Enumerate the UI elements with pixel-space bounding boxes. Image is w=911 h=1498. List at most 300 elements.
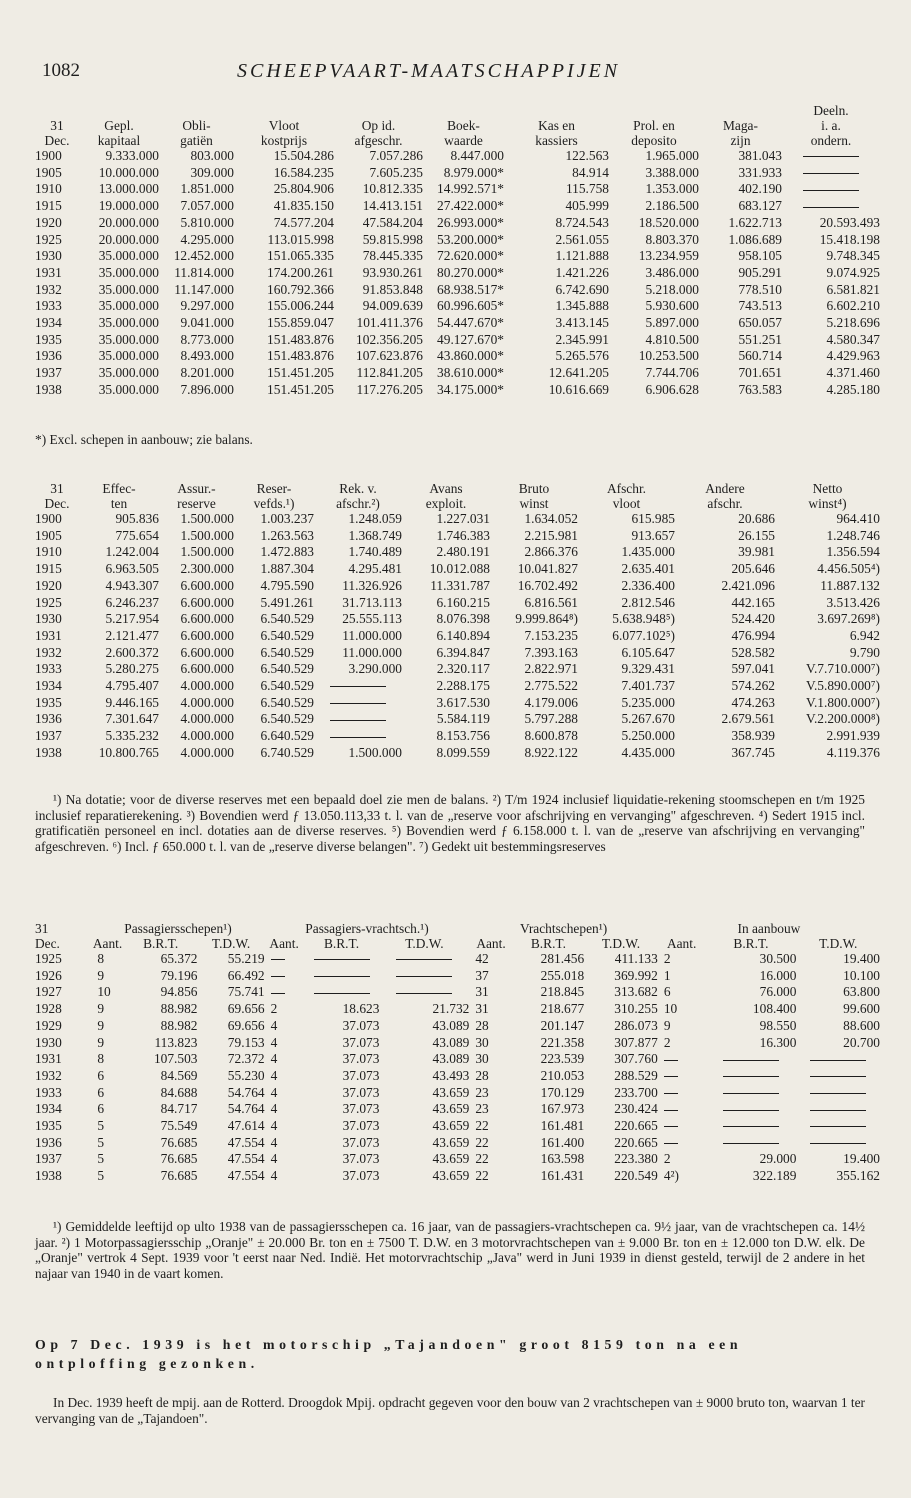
value-cell: 5.280.275 bbox=[105, 661, 159, 677]
value-cell: 6.540.529 bbox=[260, 711, 314, 727]
value-cell: 8.922.122 bbox=[524, 744, 578, 760]
year-cell: 1920 bbox=[35, 214, 62, 230]
value-cell: 220.665 bbox=[614, 1118, 658, 1134]
value-cell: 6.600.000 bbox=[180, 644, 234, 660]
value-cell: 16.300 bbox=[759, 1034, 797, 1050]
value-cell: 2.775.522 bbox=[524, 678, 578, 694]
value-cell: 12.452.000 bbox=[173, 248, 234, 264]
value-cell: 10.012.088 bbox=[429, 561, 490, 577]
value-cell: 288.529 bbox=[614, 1067, 658, 1083]
dash-mark bbox=[396, 959, 452, 960]
value-cell: 22 bbox=[475, 1134, 489, 1150]
value-cell: 2 bbox=[663, 1151, 671, 1167]
dash-mark bbox=[664, 1076, 678, 1077]
value-cell: 615.985 bbox=[631, 511, 675, 526]
value-cell: 108.400 bbox=[752, 1001, 797, 1017]
value-cell: 6.160.215 bbox=[436, 594, 490, 610]
value-cell: 1.121.888 bbox=[555, 248, 609, 264]
value-cell: 803.000 bbox=[190, 148, 234, 163]
table-row bbox=[35, 695, 880, 712]
value-cell: 20.700 bbox=[843, 1034, 880, 1050]
value-cell: 3.413.145 bbox=[555, 315, 609, 331]
balance-footnote: *) Excl. schepen in aanbouw; zie balans. bbox=[35, 432, 253, 447]
page-number: 1082 bbox=[42, 60, 80, 81]
year-cell: 1925 bbox=[35, 231, 62, 247]
value-cell bbox=[379, 984, 469, 1001]
value-cell: 2.320.117 bbox=[436, 661, 490, 677]
dash-mark bbox=[810, 1126, 866, 1127]
group-header: Passagiers-vrachtsch.¹) bbox=[305, 921, 429, 936]
value-cell: 63.800 bbox=[843, 984, 880, 1000]
value-cell: 161.481 bbox=[540, 1118, 585, 1134]
value-cell: 5.265.576 bbox=[555, 348, 609, 364]
value-cell: 286.073 bbox=[614, 1017, 658, 1033]
table-row bbox=[35, 1085, 880, 1102]
dash-mark bbox=[723, 1110, 779, 1111]
value-cell: 6.600.000 bbox=[180, 611, 234, 627]
column-header: Avans exploit. bbox=[425, 481, 467, 511]
value-cell: 16.584.235 bbox=[273, 164, 334, 180]
value-cell: 4.295.000 bbox=[180, 231, 234, 247]
value-cell bbox=[658, 1118, 706, 1135]
value-cell: 5.930.600 bbox=[645, 298, 699, 314]
value-cell: 6 bbox=[663, 984, 671, 1000]
table-row bbox=[35, 232, 880, 249]
dash-mark bbox=[803, 156, 859, 157]
value-cell: 905.291 bbox=[738, 264, 782, 280]
value-cell bbox=[796, 1101, 880, 1118]
value-cell: 35.000.000 bbox=[98, 264, 159, 280]
value-cell: 307.877 bbox=[614, 1034, 658, 1050]
value-cell: 19.400 bbox=[843, 951, 880, 966]
value-cell: 31.713.113 bbox=[342, 594, 402, 610]
dash-mark bbox=[330, 686, 386, 687]
value-cell: 8.979.000* bbox=[443, 164, 504, 180]
value-cell: 5.218.696 bbox=[826, 315, 880, 331]
value-cell: 220.549 bbox=[614, 1168, 658, 1184]
value-cell: 4 bbox=[270, 1017, 278, 1033]
value-cell bbox=[314, 728, 402, 745]
value-cell: 11.326.926 bbox=[342, 577, 402, 593]
value-cell: 5.218.000 bbox=[645, 281, 699, 297]
table-row bbox=[35, 595, 880, 612]
fleet-footnote: ¹) Gemiddelde leeftijd op ulto 1938 van de passagiersschepen ca. 16 jaar, van de passagiers-vrachtschepen ca. 9½ jaar, van de vrachtschepen ca. 14½ jaar. ²) 1 Motorpassagiersschip „Oranje" ± 20.000 Br. ton en ± 7500 T. D.W. en 3 motorvrachtschepen van ± 9.000 Br. ton en ± 12.000 ton D.W. elk. De „Oranje" vertrok 4 Sept. 1939 voor 't eerst naar Ned. Indië. Het motorvrachtschip „Java" werd in Juni 1939 in dienst gesteld, terwijl de 2 andere in het najaar van 1940 in de vaart komen. bbox=[35, 1219, 865, 1281]
page-title: SCHEEPVAART-MAATSCHAPPIJEN bbox=[237, 60, 621, 82]
value-cell: 27.422.000* bbox=[437, 198, 504, 214]
value-cell bbox=[705, 1118, 796, 1135]
dash-mark bbox=[723, 1060, 779, 1061]
value-cell: 170.129 bbox=[540, 1084, 585, 1100]
value-cell: 35.000.000 bbox=[98, 281, 159, 297]
value-cell: 2.215.981 bbox=[524, 527, 578, 543]
column-header: B.R.T. bbox=[733, 936, 769, 951]
value-cell: 4 bbox=[270, 1168, 278, 1184]
header-row bbox=[35, 103, 880, 148]
table-row bbox=[35, 711, 880, 728]
value-cell: 6.540.529 bbox=[260, 661, 314, 677]
value-cell: 37.073 bbox=[342, 1034, 380, 1050]
value-cell: 223.539 bbox=[540, 1051, 585, 1067]
table-row bbox=[35, 544, 880, 561]
value-cell: 2.812.546 bbox=[621, 594, 675, 610]
value-cell: 6.740.529 bbox=[260, 744, 314, 760]
value-cell: 3.388.000 bbox=[645, 164, 699, 180]
value-cell: 79.153 bbox=[227, 1034, 265, 1050]
value-cell: 223.380 bbox=[614, 1151, 658, 1167]
value-cell bbox=[379, 951, 469, 968]
value-cell: 8.099.559 bbox=[436, 744, 490, 760]
value-cell: 28 bbox=[475, 1017, 489, 1033]
value-cell: 6.540.529 bbox=[260, 611, 314, 627]
value-cell: 20.686 bbox=[738, 511, 775, 526]
dash-mark bbox=[396, 976, 452, 977]
year-cell: 1932 bbox=[35, 644, 62, 660]
value-cell: 35.000.000 bbox=[98, 248, 159, 264]
value-cell: 1.851.000 bbox=[180, 181, 234, 197]
column-header: T.D.W. bbox=[211, 936, 251, 951]
value-cell: 10.000.000 bbox=[98, 164, 159, 180]
value-cell: 69.656 bbox=[227, 1017, 265, 1033]
value-cell: 11.887.132 bbox=[820, 577, 880, 593]
year-cell: 1935 bbox=[35, 331, 62, 347]
value-cell: 94.009.639 bbox=[362, 298, 423, 314]
value-cell bbox=[314, 678, 402, 695]
value-cell: 5.638.948⁵) bbox=[612, 611, 675, 627]
dash-mark bbox=[810, 1143, 866, 1144]
value-cell: 98.550 bbox=[759, 1017, 797, 1033]
value-cell: 5 bbox=[97, 1134, 105, 1150]
value-cell: 30.500 bbox=[759, 951, 797, 966]
value-cell: 7.301.647 bbox=[105, 711, 159, 727]
year-cell: 1931 bbox=[35, 627, 62, 643]
column-header: Assur.- reserve bbox=[177, 481, 216, 511]
value-cell: 220.665 bbox=[614, 1134, 658, 1150]
value-cell: 281.456 bbox=[540, 951, 585, 966]
column-header: Aant. bbox=[666, 936, 697, 951]
dash-mark bbox=[271, 993, 285, 994]
column-header: Vloot kostprijs bbox=[260, 118, 308, 148]
column-header: Reser- vefds.¹) bbox=[253, 481, 295, 511]
dash-mark bbox=[723, 1076, 779, 1077]
value-cell: 72.372 bbox=[227, 1051, 265, 1067]
value-cell: 4.000.000 bbox=[180, 744, 234, 760]
value-cell: 10 bbox=[97, 984, 111, 1000]
value-cell: 218.845 bbox=[540, 984, 585, 1000]
column-header: T.D.W. bbox=[405, 936, 444, 951]
value-cell bbox=[304, 951, 380, 968]
value-cell: 4.000.000 bbox=[180, 711, 234, 727]
value-cell: 43.659 bbox=[432, 1134, 470, 1150]
table-row bbox=[35, 561, 880, 578]
value-cell: 122.563 bbox=[565, 148, 609, 163]
value-cell: 6 bbox=[97, 1067, 105, 1083]
value-cell: 35.000.000 bbox=[98, 365, 159, 381]
value-cell: 47.614 bbox=[227, 1118, 265, 1134]
column-header: Gepl. kapitaal bbox=[97, 118, 141, 148]
value-cell bbox=[314, 711, 402, 728]
table-row bbox=[35, 332, 880, 349]
value-cell: 53.200.000* bbox=[437, 231, 504, 247]
value-cell: 37.073 bbox=[342, 1051, 380, 1067]
value-cell: 3.617.530 bbox=[436, 694, 490, 710]
value-cell bbox=[658, 1101, 706, 1118]
value-cell: 9 bbox=[97, 967, 105, 983]
table-row bbox=[35, 282, 880, 299]
value-cell bbox=[705, 1101, 796, 1118]
year-cell: 1936 bbox=[35, 1134, 62, 1150]
value-cell: 43.493 bbox=[432, 1067, 470, 1083]
year-cell: 1935 bbox=[35, 1118, 62, 1134]
value-cell: 233.700 bbox=[614, 1084, 658, 1100]
value-cell: 9 bbox=[97, 1017, 105, 1033]
year-cell: 1932 bbox=[35, 281, 62, 297]
value-cell: 37 bbox=[475, 967, 489, 983]
value-cell: 205.646 bbox=[731, 561, 775, 577]
value-cell bbox=[796, 1085, 880, 1102]
value-cell: 43.089 bbox=[432, 1051, 470, 1067]
value-cell: 9.748.345 bbox=[826, 248, 880, 264]
table-row bbox=[35, 528, 880, 545]
column-header: 31 Dec. bbox=[44, 481, 70, 511]
value-cell: 6.540.529 bbox=[260, 627, 314, 643]
value-cell: 22 bbox=[475, 1168, 489, 1184]
value-cell: 42 bbox=[475, 951, 489, 966]
value-cell: 8.447.000 bbox=[450, 148, 504, 163]
column-header: Effec- ten bbox=[102, 481, 136, 511]
value-cell: 763.583 bbox=[738, 381, 782, 397]
value-cell bbox=[782, 165, 880, 182]
value-cell: 6.394.847 bbox=[436, 644, 490, 660]
page-header bbox=[42, 60, 871, 88]
column-header: Bruto winst bbox=[518, 481, 550, 511]
table-row bbox=[35, 1101, 880, 1118]
balance-table-body bbox=[35, 148, 880, 399]
value-cell: 7.744.706 bbox=[645, 365, 699, 381]
value-cell: 2.336.400 bbox=[621, 577, 675, 593]
value-cell: 4.295.481 bbox=[348, 561, 402, 577]
value-cell bbox=[304, 984, 380, 1001]
dash-mark bbox=[314, 993, 370, 994]
value-cell: 35.000.000 bbox=[98, 315, 159, 331]
value-cell bbox=[658, 1085, 706, 1102]
year-cell: 1936 bbox=[35, 711, 62, 727]
value-cell: 93.930.261 bbox=[362, 264, 423, 280]
value-cell bbox=[796, 1118, 880, 1135]
fleet-table-body bbox=[35, 951, 880, 1185]
value-cell: 4.810.500 bbox=[645, 331, 699, 347]
value-cell: 76.000 bbox=[759, 984, 797, 1000]
value-cell: 6.105.647 bbox=[621, 644, 675, 660]
value-cell: 9.329.431 bbox=[621, 661, 675, 677]
value-cell: 1.965.000 bbox=[645, 148, 699, 163]
value-cell: 2.635.401 bbox=[621, 561, 675, 577]
year-cell: 1930 bbox=[35, 248, 62, 264]
value-cell: 5.797.288 bbox=[524, 711, 578, 727]
value-cell: 355.162 bbox=[836, 1168, 880, 1184]
closing-paragraph: In Dec. 1939 heeft de mpij. aan de Rotterd. Droogdok Mpij. opdracht gegeven voor den bouw van 2 vrachtschepen van ± 9000 bruto ton, waarvan 1 ter vervanging van de „Tajandoen". bbox=[35, 1395, 865, 1426]
value-cell: 6.600.000 bbox=[180, 627, 234, 643]
value-cell bbox=[782, 198, 880, 215]
year-cell: 1933 bbox=[35, 1084, 62, 1100]
value-cell: 113.823 bbox=[154, 1034, 198, 1050]
value-cell: 2.600.372 bbox=[105, 644, 159, 660]
table-row bbox=[35, 745, 880, 762]
value-cell bbox=[265, 984, 304, 1001]
year-cell: 1910 bbox=[35, 181, 62, 197]
value-cell: 43.659 bbox=[432, 1151, 470, 1167]
value-cell: 9.999.864⁸) bbox=[515, 611, 578, 627]
value-cell: 1.435.000 bbox=[621, 544, 675, 560]
column-header: Dec. bbox=[35, 936, 60, 951]
table-row bbox=[35, 678, 880, 695]
value-cell: 47.554 bbox=[227, 1168, 265, 1184]
value-cell: 964.410 bbox=[836, 511, 880, 526]
value-cell: 43.659 bbox=[432, 1168, 470, 1184]
value-cell: 59.815.998 bbox=[362, 231, 423, 247]
year-cell: 1933 bbox=[35, 298, 62, 314]
table-row bbox=[35, 645, 880, 662]
value-cell: 7.057.286 bbox=[369, 148, 423, 163]
group-header-row bbox=[35, 921, 880, 936]
value-cell: 55.230 bbox=[227, 1067, 265, 1083]
column-header: Aant. bbox=[92, 936, 123, 951]
value-cell: 4.429.963 bbox=[826, 348, 880, 364]
value-cell: 9.041.000 bbox=[180, 315, 234, 331]
group-header: 31 bbox=[35, 921, 49, 936]
value-cell: 10 bbox=[663, 1001, 678, 1017]
value-cell bbox=[379, 968, 469, 985]
value-cell: 551.251 bbox=[738, 331, 782, 347]
value-cell: 54.447.670* bbox=[437, 315, 504, 331]
value-cell: 30 bbox=[475, 1051, 489, 1067]
value-cell: 2.288.175 bbox=[436, 678, 490, 694]
value-cell: 307.760 bbox=[614, 1051, 658, 1067]
year-cell: 1937 bbox=[35, 728, 62, 744]
value-cell: 28 bbox=[475, 1067, 489, 1083]
value-cell: 322.189 bbox=[752, 1168, 797, 1184]
value-cell: 60.996.605* bbox=[437, 298, 504, 314]
value-cell: 4.371.460 bbox=[826, 365, 880, 381]
value-cell: 11.147.000 bbox=[174, 281, 234, 297]
value-cell: 29.000 bbox=[759, 1151, 797, 1167]
table-row bbox=[35, 265, 880, 282]
value-cell: 4 bbox=[270, 1134, 278, 1150]
value-cell: 6 bbox=[97, 1101, 105, 1117]
year-cell: 1934 bbox=[35, 678, 62, 694]
column-header: Netto winst⁴) bbox=[808, 481, 847, 511]
value-cell: 1.740.489 bbox=[348, 544, 402, 560]
value-cell: 26.155 bbox=[738, 527, 775, 543]
value-cell: 2.561.055 bbox=[555, 231, 609, 247]
value-cell bbox=[304, 968, 380, 985]
group-header: In aanbouw bbox=[737, 921, 801, 936]
year-cell: 1932 bbox=[35, 1067, 62, 1083]
value-cell: 5.267.670 bbox=[621, 711, 675, 727]
year-cell: 1933 bbox=[35, 661, 62, 677]
value-cell: 1.356.594 bbox=[826, 544, 880, 560]
year-cell: 1934 bbox=[35, 315, 62, 331]
value-cell: 4.435.000 bbox=[621, 744, 675, 760]
value-cell: 1.500.000 bbox=[180, 511, 234, 526]
value-cell: 19.400 bbox=[843, 1151, 880, 1167]
table-row bbox=[35, 1118, 880, 1135]
value-cell: 8.076.398 bbox=[436, 611, 490, 627]
value-cell: 8 bbox=[97, 1051, 105, 1067]
value-cell: 4 bbox=[270, 1101, 278, 1117]
table-row bbox=[35, 578, 880, 595]
dash-mark bbox=[803, 207, 859, 208]
value-cell: 4 bbox=[270, 1084, 278, 1100]
value-cell: 2.679.561 bbox=[721, 711, 775, 727]
value-cell: 574.262 bbox=[731, 678, 775, 694]
value-cell: 31 bbox=[475, 1001, 489, 1017]
dash-mark bbox=[271, 959, 285, 960]
column-header: Aant. bbox=[269, 936, 299, 951]
value-cell bbox=[658, 1068, 706, 1085]
value-cell: 6.602.210 bbox=[826, 298, 880, 314]
value-cell: 37.073 bbox=[342, 1101, 380, 1117]
year-cell: 1926 bbox=[35, 967, 62, 983]
year-cell: 1900 bbox=[35, 148, 62, 163]
value-cell: 18.623 bbox=[342, 1001, 380, 1017]
value-cell: 2.866.376 bbox=[524, 544, 578, 560]
header-row bbox=[35, 481, 880, 511]
dash-mark bbox=[664, 1110, 678, 1111]
value-cell: 13.000.000 bbox=[98, 181, 159, 197]
value-cell: 21.732 bbox=[432, 1001, 470, 1017]
value-cell: 4.580.347 bbox=[826, 331, 880, 347]
value-cell: 1.003.237 bbox=[260, 511, 314, 526]
value-cell: 25.555.113 bbox=[342, 611, 402, 627]
dash-mark bbox=[723, 1143, 779, 1144]
value-cell: 167.973 bbox=[540, 1101, 585, 1117]
value-cell: 112.841.205 bbox=[356, 365, 423, 381]
results-table bbox=[35, 481, 880, 762]
value-cell: 5.491.261 bbox=[260, 594, 314, 610]
value-cell: 913.657 bbox=[631, 527, 675, 543]
value-cell: 66.492 bbox=[227, 967, 265, 983]
value-cell: 221.358 bbox=[540, 1034, 585, 1050]
value-cell: 75.549 bbox=[160, 1118, 198, 1134]
value-cell: 20.000.000 bbox=[98, 231, 159, 247]
value-cell: 10.812.335 bbox=[362, 181, 423, 197]
value-cell: 101.411.376 bbox=[356, 315, 423, 331]
dash-mark bbox=[664, 1143, 678, 1144]
value-cell: 9.790 bbox=[849, 644, 880, 660]
value-cell: V.1.800.000⁷) bbox=[806, 694, 880, 710]
value-cell: 39.981 bbox=[738, 544, 775, 560]
value-cell: 174.200.261 bbox=[267, 264, 334, 280]
year-cell: 1937 bbox=[35, 365, 62, 381]
value-cell: 8 bbox=[97, 951, 105, 966]
value-cell: 43.659 bbox=[432, 1084, 470, 1100]
value-cell: 8.201.000 bbox=[180, 365, 234, 381]
value-cell: V.5.890.000⁷) bbox=[806, 678, 880, 694]
value-cell: 6.140.894 bbox=[436, 627, 490, 643]
value-cell: 1.500.000 bbox=[180, 527, 234, 543]
year-cell: 1934 bbox=[35, 1101, 62, 1117]
value-cell: 597.041 bbox=[731, 661, 775, 677]
value-cell: 10.253.500 bbox=[638, 348, 699, 364]
value-cell: 14.992.571* bbox=[437, 181, 504, 197]
group-header: Vrachtschepen¹) bbox=[519, 921, 608, 936]
table-row bbox=[35, 198, 880, 215]
value-cell: 442.165 bbox=[731, 594, 775, 610]
value-cell: 20.593.493 bbox=[819, 214, 880, 230]
table-row bbox=[35, 1051, 880, 1068]
value-cell bbox=[782, 181, 880, 198]
value-cell: 54.764 bbox=[227, 1084, 265, 1100]
